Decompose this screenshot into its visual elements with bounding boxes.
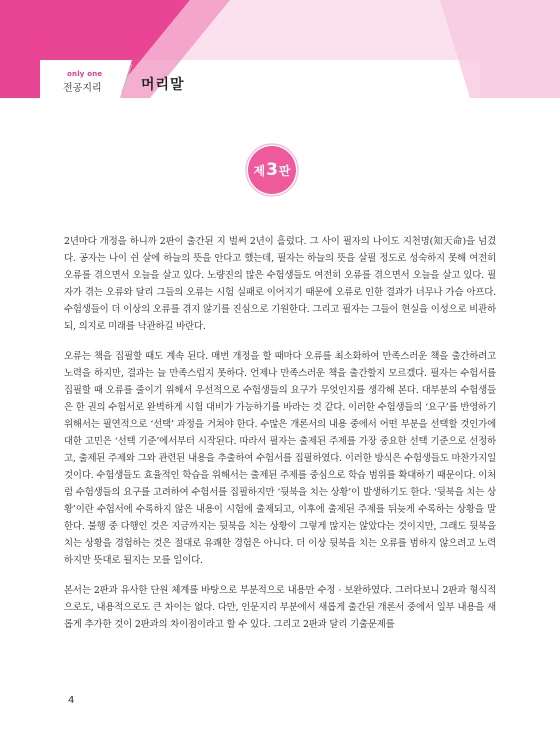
edition-prefix: 제	[253, 163, 266, 178]
section-title: 머리말	[141, 77, 185, 93]
edition-number: 3	[266, 160, 278, 180]
edition-badge	[245, 143, 299, 197]
paragraph: 2년마다 개정을 하니까 2판이 출간된 지 벌써 2년이 흘렀다. 그 사이 필자의 나이도 지천명(知天命)을 넘겼다. 공자는 나이 쉰 살에 하늘의 뜻을 안다고 했는데, 필자는 하늘의 뜻을 살필 정도로 성숙하지 못해 여전히 오류를 겪으면서 오늘을 살고 있다. 노량진의 많은 수험생들도 여전히 오류를 겪으면서 오늘을 살고 있다. 필자가 겪는 오류와 달리 그들의 오류는 시험 실패로 이어지기 때문에 오류로 인한 결과가 너무나 가슴 아프다. 수험생들이 더 이상의 오류를 겪지 않기를 진심으로 기원한다. 그리고 필자는 그들이 현실을 이성으로 비관하되, 의지로 미래를 낙관하길 바란다.	[64, 236, 496, 332]
page-number: 4	[68, 695, 75, 706]
brand-only-one: only one	[67, 70, 103, 78]
edition-suffix: 판	[278, 163, 291, 178]
preface-body	[64, 233, 496, 646]
brand-series-name: 전공지리	[63, 83, 102, 94]
paragraph: 본서는 2판과 유사한 단원 체계를 바탕으로 부분적으로 내용만 수정 · 보완하였다. 그러다보니 2판과 형식적으로도, 내용적으로도 큰 차이는 없다. 다만, 인문지리 부분에서 새롭게 출간된 개론서 중에서 일부 내용을 새롭게 추가한 것이 2판과의 차이점이라고 할 수 있다. 그리고 2판과 달리 기출문제를	[64, 585, 496, 630]
paragraph: 오류는 책을 집필할 때도 계속 된다. 매번 개정을 할 때마다 오류를 최소화하여 만족스러운 책을 출간하려고 노력을 하지만, 결과는 늘 만족스럽지 못하다. 언제나 만족스러운 책을 출간할지 모르겠다. 필자는 수험서를 집필할 때 오류를 줄이기 위해서 우선적으로 수험생들의 요구가 무엇인지를 생각해 본다. 대부분의 수험생들은 한 권의 수험서로 완벽하게 시험 대비가 가능하기를 바라는 것 같다. 이러한 수험생들의 ‘요구’를 반영하기 위해서는 필연적으로 ‘선택’ 과정을 거쳐야 한다. 수많은 개론서의 내용 중에서 어떤 부분을 선택할 것인가에 대한 고민은 ‘선택 기준’에서부터 시작된다. 따라서 필자는 출제된 주제를 가장 중요한 선택 기준으로 선정하고, 출제된 주제와 그와 관련된 내용을 추출하여 수험서를 집필하였다. 이러한 방식은 수험생들도 마찬가지일 것이다. 수험생들도 효율적인 학습을 위해서는 출제된 주제를 중심으로 학습 범위를 확대하기 때문이다. 이처럼 수험생들의 요구를 고려하여 수험서를 집필하지만 ‘뒷북을 치는 상황’이 발생하기도 한다. ‘뒷북을 치는 상황’이란 수험서에 수록하지 않은 내용이 시험에 출제되고, 이후에 출제된 주제를 뒤늦게 수록하는 상황을 말한다. 불행 중 다행인 것은 지금까지는 뒷북을 치는 상황이 그렇게 많지는 않았다는 것이지만, 그래도 뒷북을 치는 상황을 경험하는 것은 절대로 유쾌한 경험은 아니다. 더 이상 뒷북을 치는 오류를 범하지 않으려고 노력하지만 뜻대로 될지는 모를 일이다.	[64, 351, 496, 566]
